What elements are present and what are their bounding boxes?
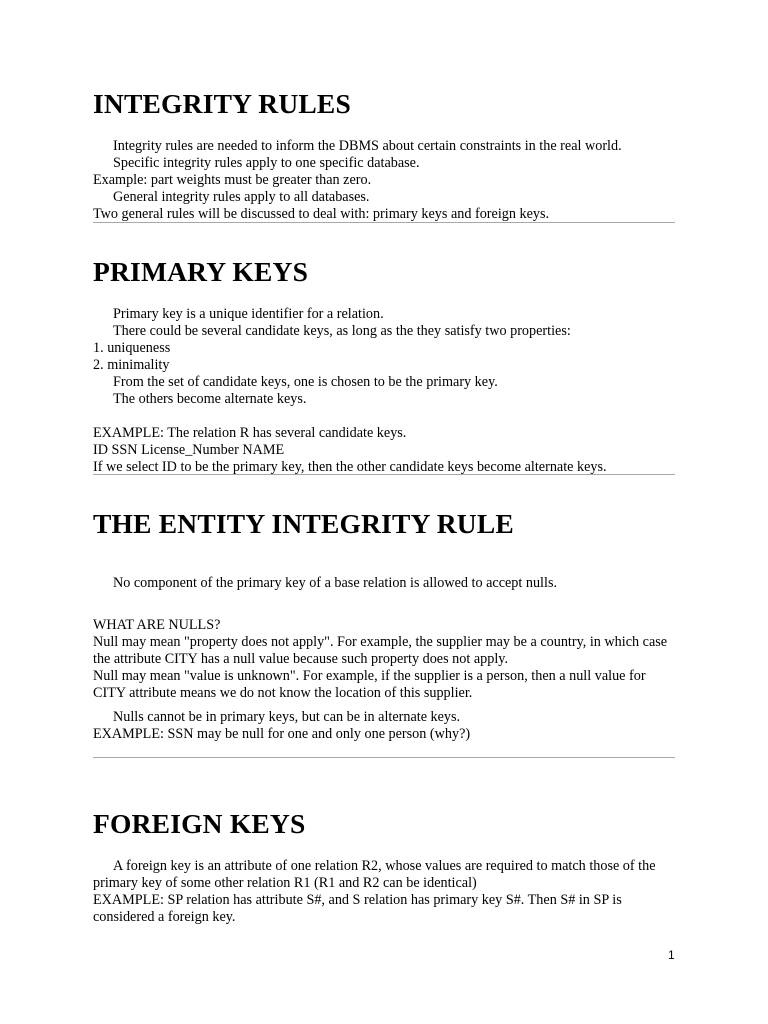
paragraph-line: ID SSN License_Number NAME	[93, 442, 285, 458]
paragraph-line: Example: part weights must be greater than zero.	[93, 172, 372, 188]
paragraph: EXAMPLE: SP relation has attribute S#, and S relation has primary key S#. Then S# in SP is considered a foreign key.	[93, 892, 622, 925]
section-heading: INTEGRITY RULES	[93, 88, 351, 119]
paragraph-line: Two general rules will be discussed to deal with: primary keys and foreign keys.	[93, 206, 550, 222]
section-heading: FOREIGN KEYS	[93, 808, 306, 839]
paragraph-line: General integrity rules apply to all databases.	[113, 189, 370, 205]
paragraph-line: No component of the primary key of a base relation is allowed to accept nulls.	[113, 575, 558, 591]
section-heading: THE ENTITY INTEGRITY RULE	[93, 508, 514, 539]
paragraph-line: EXAMPLE: SSN may be null for one and only one person (why?)	[93, 726, 471, 742]
section-foreign-keys	[93, 808, 675, 926]
paragraph: A foreign key is an attribute of one relation R2, whose values are required to match those of the primary key of some other relation R1 (R1 and R2 can be identical)	[93, 858, 656, 891]
paragraph-line: EXAMPLE: The relation R has several candidate keys.	[93, 425, 407, 441]
section-integrity-rules	[93, 88, 675, 223]
section-divider	[93, 222, 675, 223]
paragraph-line: Primary key is a unique identifier for a relation.	[113, 306, 384, 322]
paragraph-line: The others become alternate keys.	[113, 391, 307, 407]
paragraph-line: Nulls cannot be in primary keys, but can be in alternate keys.	[113, 709, 461, 725]
paragraph-line: There could be several candidate keys, as long as the they satisfy two properties:	[113, 323, 571, 339]
paragraph: Null may mean "value is unknown". For example, if the supplier is a person, then a null value for CITY attribute means we do not know the location of this supplier.	[93, 668, 646, 701]
paragraph-line: WHAT ARE NULLS?	[93, 617, 221, 633]
page-number: 1	[668, 948, 675, 962]
section-entity-integrity-rule	[93, 508, 675, 743]
paragraph-line: From the set of candidate keys, one is chosen to be the primary key.	[113, 374, 498, 390]
section-divider	[93, 474, 675, 475]
paragraph-line: Specific integrity rules apply to one specific database.	[113, 155, 420, 171]
section-divider	[93, 757, 675, 758]
paragraph: Null may mean "property does not apply". For example, the supplier may be a country, in which case the attribute CITY has a null value because such property does not apply.	[93, 634, 668, 667]
list-item: 1. uniqueness	[93, 340, 171, 356]
paragraph-line: Integrity rules are needed to inform the DBMS about certain constraints in the real world.	[113, 138, 622, 154]
paragraph-line: If we select ID to be the primary key, then the other candidate keys become alternate keys.	[93, 459, 607, 475]
section-heading: PRIMARY KEYS	[93, 256, 309, 287]
list-item: 2. minimality	[93, 357, 170, 373]
section-primary-keys	[93, 256, 675, 476]
